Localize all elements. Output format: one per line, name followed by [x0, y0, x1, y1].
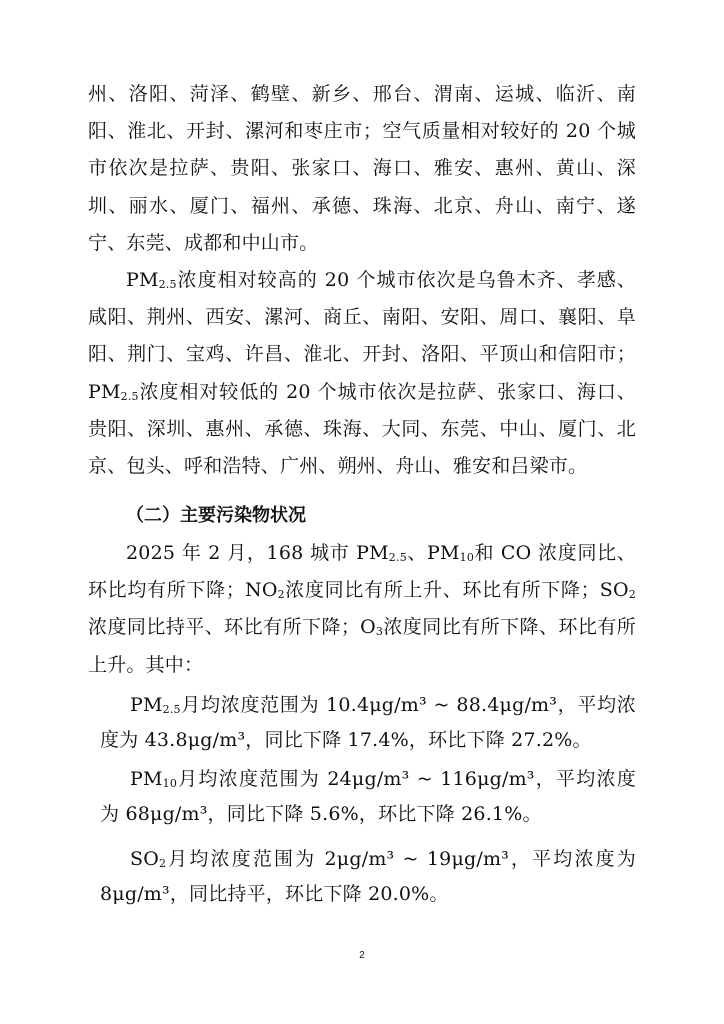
subscript: 10: [459, 551, 475, 564]
paragraph-pm25-ranking: [88, 262, 636, 485]
pm10-stat-item: [100, 762, 636, 832]
stat-text: 月均浓度范围为 10.4μg/m³ ~ 88.4μg/m³，平均浓度为 43.8μg/m³，同比下降 17.4%，环比下降 27.2%。: [100, 694, 636, 751]
paragraph-pollutant-summary: [88, 535, 636, 684]
so2-stat-item: [100, 842, 636, 912]
pm-subscript: 2.5: [158, 278, 177, 291]
page-number: 2: [359, 950, 365, 961]
paragraph-text: 浓度同比有所上升、环比有所下降；SO: [284, 579, 629, 602]
subscript: 2: [628, 588, 636, 602]
paragraph-text: 浓度相对较高的 20 个城市依次是乌鲁木齐、孝感、咸阳、荆州、西安、漯河、商丘、南阳、安阳、周口、襄阳、阜阳、荆门、宝鸡、许昌、淮北、开封、洛阳、平顶山和信阳市；: [88, 269, 636, 366]
subscript: 2: [277, 588, 285, 602]
pm-label: PM: [88, 380, 121, 403]
stat-text: 月均浓度范围为 2μg/m³ ~ 19μg/m³，平均浓度为 8μg/m³，同比持平，环比下降 20.0%。: [100, 848, 636, 905]
paragraph-text: 和 CO 浓度同比、环比均有所下降；NO: [88, 542, 636, 602]
pollutant-subscript: 2: [159, 857, 167, 870]
pollutant-label: PM: [130, 694, 163, 716]
paragraph-text: 浓度相对较低的 20 个城市依次是拉萨、张家口、海口、贵阳、深圳、惠州、承德、珠海、大同、东莞、中山、厦门、北京、包头、呼和浩特、广州、朔州、舟山、雅安和吕梁市。: [88, 380, 636, 478]
paragraph-text: 州、洛阳、菏泽、鹤壁、新乡、邢台、渭南、运城、临沂、南阳、淮北、开封、漯河和枣庄市；空气质量相对较好的 20 个城市依次是拉萨、贵阳、张家口、海口、雅安、惠州、黄山、深圳、丽水、厦门、福州、承德、珠海、北京、舟山、南宁、遂宁、东莞、成都和中山市。: [88, 83, 636, 254]
paragraph-text: 浓度同比持平、环比有所下降；O: [88, 616, 376, 639]
pollutant-label: PM: [130, 768, 163, 790]
subscript: 3: [375, 625, 384, 639]
pm25-stat-item: [100, 688, 636, 758]
stat-text: 月均浓度范围为 24μg/m³ ~ 116μg/m³，平均浓度为 68μg/m³，同比下降 5.6%，环比下降 26.1%。: [100, 768, 636, 825]
pollutant-label: SO: [130, 848, 159, 870]
paragraph-text: 浓度同比有所下降、环比有所上升。其中：: [88, 616, 636, 676]
paragraph-text: 2025 年 2 月，168 城市 PM: [126, 542, 389, 564]
pollutant-subscript: 2.5: [162, 703, 181, 716]
pm-subscript: 2.5: [120, 389, 139, 403]
subscript: 2.5: [388, 551, 407, 564]
section-heading: （二）主要污染物状况: [126, 505, 306, 526]
pm-label: PM: [126, 269, 159, 291]
paragraph-city-air-quality: [88, 76, 636, 262]
paragraph-text: 、PM: [406, 542, 460, 564]
pollutant-subscript: 10: [162, 777, 178, 790]
